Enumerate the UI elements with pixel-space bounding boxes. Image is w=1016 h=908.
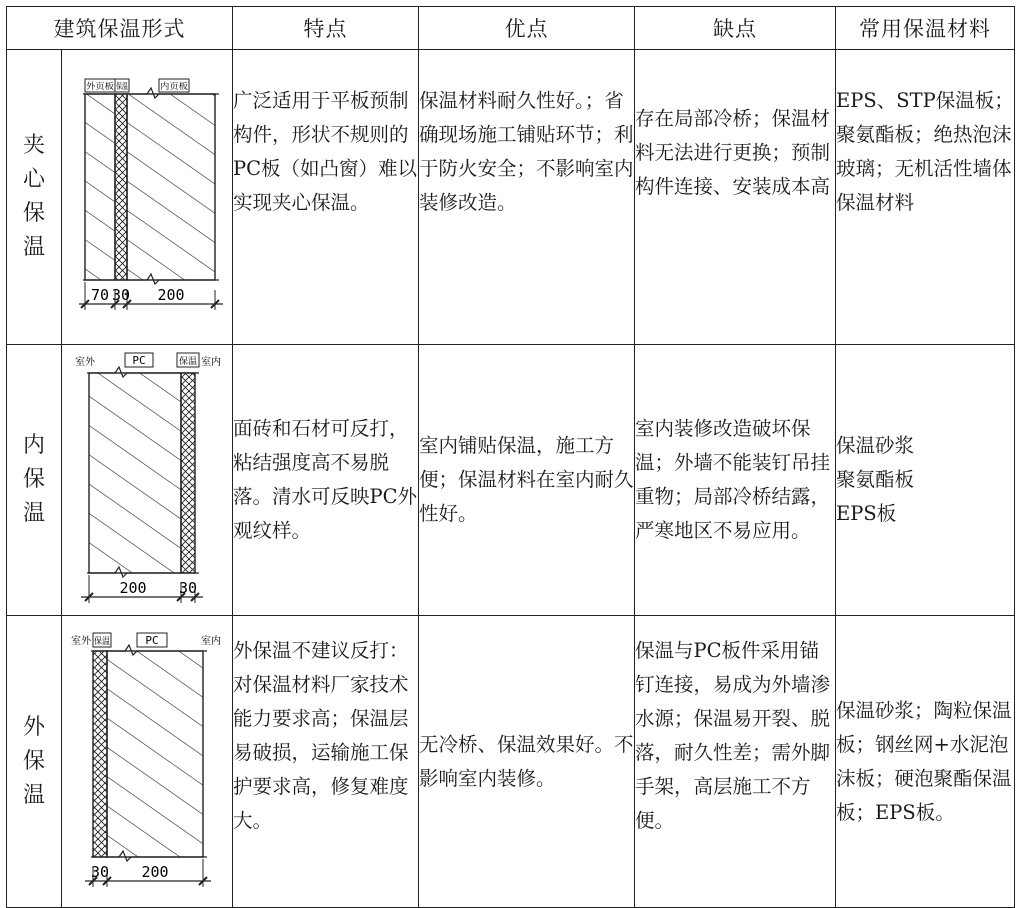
header-advantages: 优点 bbox=[419, 7, 635, 50]
dim-outer-leaf: 70 bbox=[90, 286, 110, 304]
pc-panel bbox=[107, 651, 203, 857]
insulation-layer bbox=[93, 651, 107, 857]
advantages-cell: 室内铺贴保温，施工方便；保温材料在室内耐久性好。 bbox=[419, 345, 635, 616]
dim-pc-panel: 200 bbox=[119, 579, 147, 597]
inner-leaf-panel bbox=[127, 94, 215, 280]
label-outer-leaf: 外页板 bbox=[86, 82, 112, 92]
row-label-cell bbox=[7, 50, 62, 345]
row-label-cell bbox=[7, 616, 62, 908]
outer-leaf-panel bbox=[85, 94, 115, 280]
features-cell: 广泛适用于平板预制构件，形状不规则的PC板（如凸窗）难以实现夹心保温。 bbox=[233, 50, 419, 345]
label-outdoor: 室外 bbox=[75, 357, 95, 368]
header-row bbox=[7, 7, 1015, 50]
materials-cell: EPS、STP保温板；聚氨酯板；绝热泡沫玻璃；无机活性墙体保温材料 bbox=[836, 50, 1015, 345]
dim-insulation: 30 bbox=[111, 286, 131, 304]
advantages-cell: 保温材料耐久性好。；省确现场施工铺贴环节；利于防火安全；不影响室内装修改造。 bbox=[419, 50, 635, 345]
label-insulation: 保温 bbox=[116, 82, 129, 92]
label-outdoor: 室外 bbox=[71, 635, 91, 647]
materials-cell: 保温砂浆 聚氨酯板 EPS板 bbox=[836, 345, 1015, 616]
insulation-comparison-table bbox=[6, 6, 1015, 908]
insulation-layer bbox=[181, 373, 195, 573]
row-label: 内保温 bbox=[22, 433, 45, 526]
dim-inner-leaf: 200 bbox=[157, 286, 185, 304]
sandwich-wall-diagram bbox=[63, 78, 231, 316]
header-materials: 常用保温材料 bbox=[836, 7, 1015, 50]
features-cell: 外保温不建议反打：对保温材料厂家技术能力要求高；保温层易破损，运输施工保护要求高，修复难度大。 bbox=[233, 616, 419, 908]
table-row-external bbox=[7, 616, 1015, 908]
diagram-cell bbox=[62, 616, 233, 908]
row-label: 夹心保温 bbox=[22, 133, 45, 260]
header-form: 建筑保温形式 bbox=[7, 7, 233, 50]
label-indoor: 室内 bbox=[201, 357, 221, 368]
materials-cell: 保温砂浆；陶粒保温板；钢丝网+水泥泡沫板；硬泡聚酯保温板；EPS板。 bbox=[836, 616, 1015, 908]
table-row-internal bbox=[7, 345, 1015, 616]
external-wall-diagram bbox=[63, 629, 231, 895]
features-cell: 面砖和石材可反打，粘结强度高不易脱落。清水可反映PC外观纹样。 bbox=[233, 345, 419, 616]
dim-insulation: 30 bbox=[178, 579, 198, 597]
label-insulation: 保温 bbox=[94, 636, 113, 647]
diagram-cell bbox=[62, 345, 233, 616]
label-indoor: 室内 bbox=[201, 635, 221, 647]
disadvantages-cell: 存在局部冷桥；保温材料无法进行更换；预制构件连接、安装成本高 bbox=[635, 50, 836, 345]
pc-panel bbox=[89, 373, 181, 573]
diagram-cell bbox=[62, 50, 233, 345]
label-pc: PC bbox=[145, 633, 159, 647]
table-row-sandwich bbox=[7, 50, 1015, 345]
disadvantages-cell: 保温与PC板件采用锚钉连接，易成为外墙渗水源；保温易开裂、脱落，耐久性差；需外脚手架，高层施工不方便。 bbox=[635, 616, 836, 908]
insulation-layer bbox=[115, 94, 127, 280]
header-disadvantages: 缺点 bbox=[635, 7, 836, 50]
disadvantages-cell: 室内装修改造破坏保温；外墙不能装钉吊挂重物；局部冷桥结露，严寒地区不易应用。 bbox=[635, 345, 836, 616]
row-label-cell bbox=[7, 345, 62, 616]
label-inner-leaf: 内页板 bbox=[160, 82, 186, 92]
header-features: 特点 bbox=[233, 7, 419, 50]
label-pc: PC bbox=[132, 354, 146, 367]
row-label: 外保温 bbox=[22, 714, 45, 808]
label-insulation: 保温 bbox=[179, 357, 198, 367]
internal-wall-diagram bbox=[63, 349, 231, 611]
dim-insulation: 30 bbox=[90, 862, 110, 881]
advantages-cell: 无冷桥、保温效果好。不影响室内装修。 bbox=[419, 616, 635, 908]
dim-pc-panel: 200 bbox=[141, 862, 169, 881]
